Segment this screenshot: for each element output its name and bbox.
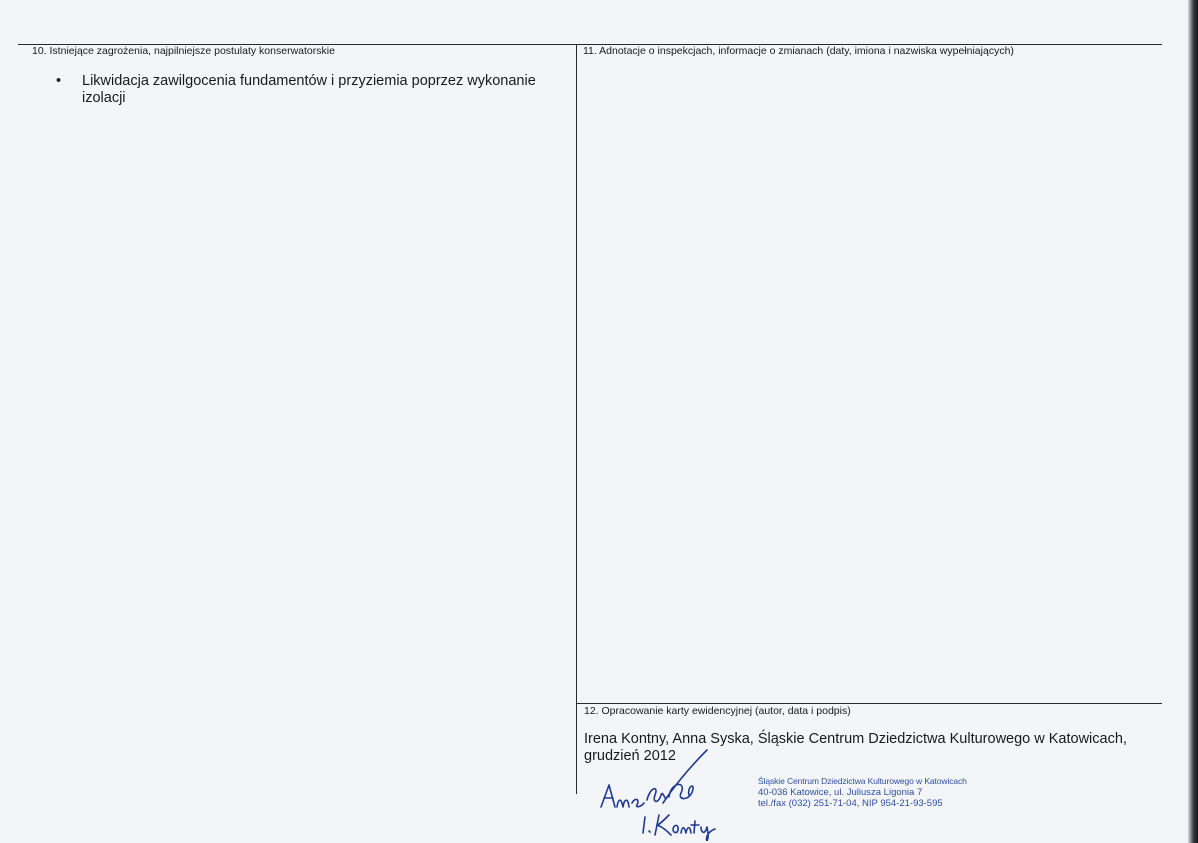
stamp-line-1: Śląskie Centrum Dziedzictwa Kulturowego w Katowicach: [758, 776, 967, 786]
column-divider: [576, 44, 577, 794]
institution-stamp: [758, 776, 967, 809]
bullet-icon: •: [56, 73, 62, 89]
list-item: [56, 73, 536, 107]
section11-title: 11. Adnotacje o inspekcjach, informacje o zmianach (daty, imiona i nazwiska wypełniających): [583, 45, 1014, 57]
scan-edge-shadow: [1188, 0, 1198, 843]
stamp-line-3: tel./fax (032) 251-71-04, NIP 954-21-93-595: [758, 798, 943, 809]
stamp-line-2: 40-036 Katowice, ul. Juliusza Ligonia 7: [758, 787, 923, 798]
threat-item-text: Likwidacja zawilgocenia fundamentów i przyziemia poprzez wykonanie izolacji: [82, 73, 536, 106]
section12-title: 12. Opracowanie karty ewidencyjnej (autor, data i podpis): [584, 705, 851, 717]
section12-rule: [576, 703, 1162, 704]
author-text: Irena Kontny, Anna Syska, Śląskie Centrum Dziedzictwa Kulturowego w Katowicach, grudzień 2012: [584, 731, 1127, 764]
handwritten-signatures-icon: [595, 745, 735, 841]
section10-title: 10. Istniejące zagrożenia, najpilniejsze postulaty konserwatorskie: [32, 45, 335, 57]
